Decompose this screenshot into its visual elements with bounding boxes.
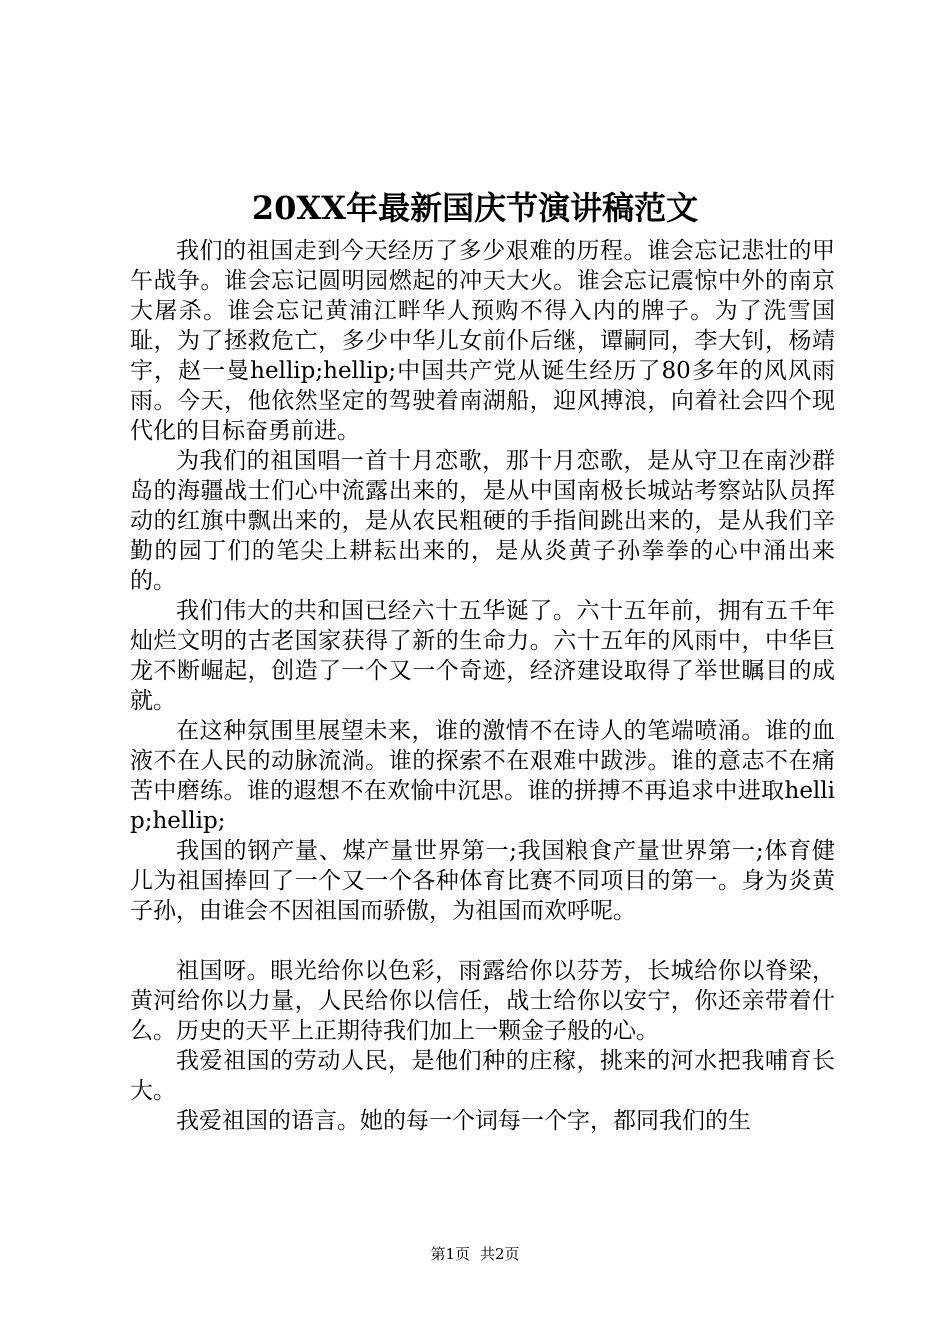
paragraph-8: 我爱祖国的语言。她的每一个词每一个字，都同我们的生 (176, 1108, 751, 1134)
paragraph-3: 我们伟大的共和国已经六十五华诞了。六十五年前，拥有五千年灿烂文明的古老国家获得了新的生命力。六十五年的风雨中，中华巨龙不断崛起，创造了一个又一个奇迹，经济建设取得了举世瞩目的成就。 (130, 598, 835, 714)
paragraph-6: 祖国呀。眼光给你以色彩，雨露给你以芬芳，长城给你以脊梁，黄河给你以力量，人民给你以信任，战士给你以安宁，你还亲带着什么。历史的天平上正期待我们加上一颗金子般的心。 (130, 958, 835, 1044)
page-footer (0, 1244, 950, 1264)
paragraph-2: 为我们的祖国唱一首十月恋歌，那十月恋歌，是从守卫在南沙群岛的海疆战士们心中流露出来的，是从中国南极长城站考察站队员挥动的红旗中飘出来的，是从农民粗硬的手指间跳出来的，是从我们辛勤的园丁们的笔尖上耕耘出来的，是从炎黄子孙拳拳的心中涌出来的。 (130, 448, 835, 594)
paragraph-5: 我国的钢产量、煤产量世界第一;我国粮食产量世界第一;体育健儿为祖国捧回了一个又一个各种体育比赛不同项目的第一。身为炎黄子孙，由谁会不因祖国而骄傲，为祖国而欢呼呢。 (130, 838, 835, 924)
blank-line (130, 926, 835, 956)
paragraph-4: 在这种氛围里展望未来，谁的激情不在诗人的笔端喷涌。谁的血液不在人民的动脉流淌。谁的探索不在艰难中跋涉。谁的意志不在痛苦中磨练。谁的遐想不在欢愉中沉思。谁的拼搏不再追求中进取hellip;hellip; (130, 718, 835, 834)
paragraph-1: 我们的祖国走到今天经历了多少艰难的历程。谁会忘记悲壮的甲午战争。谁会忘记圆明园燃起的冲天大火。谁会忘记震惊中外的南京大屠杀。谁会忘记黄浦江畔华人预购不得入内的牌子。为了洗雪国耻，为了拯救危亡，多少中华儿女前仆后继，谭嗣同，李大钊，杨靖宇，赵一曼hellip;hellip;中国共产党从诞生经历了80多年的风风雨雨。今天，他依然坚定的驾驶着南湖船，迎风搏浪，向着社会四个现代化的目标奋勇前进。 (130, 238, 835, 444)
page-total: 共2页 (480, 1245, 520, 1263)
document-title: 20XX年最新国庆节演讲稿范文 (251, 189, 699, 227)
paragraph-7: 我爱祖国的劳动人民，是他们种的庄稼，挑来的河水把我哺育长大。 (130, 1048, 835, 1104)
document-body (130, 236, 835, 1136)
page-number: 第1页 (430, 1245, 470, 1263)
